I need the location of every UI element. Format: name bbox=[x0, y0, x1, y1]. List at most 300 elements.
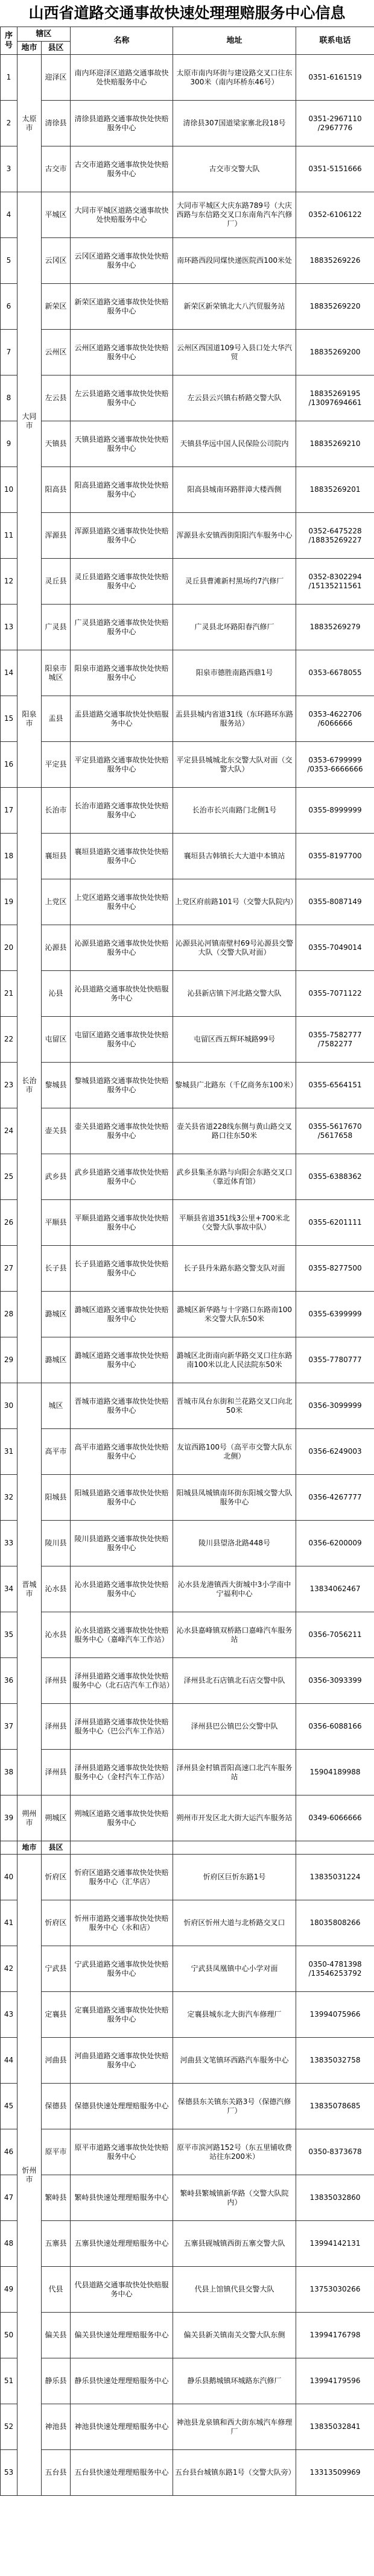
center-name: 壶关县道路交通事故快处快赔服务中心 bbox=[71, 1108, 173, 1154]
row-number: 53 bbox=[1, 2450, 17, 2496]
center-name: 定襄县道路交通事故快处快赔服务中心 bbox=[71, 1992, 173, 2038]
row-number: 37 bbox=[1, 1704, 17, 1750]
row-number: 41 bbox=[1, 1900, 17, 1946]
repeated-header-row bbox=[1, 1841, 374, 1855]
row-number: 42 bbox=[1, 1946, 17, 1992]
row-number: 32 bbox=[1, 1475, 17, 1521]
center-phone: 0352-6475228 /18835269227 bbox=[296, 513, 374, 559]
row-number: 30 bbox=[1, 1383, 17, 1429]
center-phone: 0355-6388362 bbox=[296, 1154, 374, 1200]
center-address: 定襄县城东北大街汽车修理厂 bbox=[173, 1992, 296, 2038]
center-address: 友谊西路100号（高平市交警大队东北侧） bbox=[173, 1429, 296, 1475]
center-address: 宁武县凤凰镇中心小学对面 bbox=[173, 1946, 296, 1992]
row-number: 1 bbox=[1, 55, 17, 101]
header-jurisdiction: 辖区 bbox=[17, 27, 71, 42]
table-row bbox=[1, 1992, 374, 2038]
center-address: 广灵县北环路阳春汽修厂 bbox=[173, 605, 296, 650]
center-name: 沁水县道路交通事故快处快赔服务中心 bbox=[71, 1566, 173, 1612]
center-phone: 0355-7071122 bbox=[296, 971, 374, 1017]
county-cell: 新荣区 bbox=[42, 284, 71, 330]
city-cell: 晋城市 bbox=[17, 1383, 42, 1795]
center-address: 沁源县沁河镇南壁村69号沁源县交警大队（交警大队对面） bbox=[173, 925, 296, 971]
center-name: 左云县道路交通事故快处快赔服务中心 bbox=[71, 375, 173, 421]
center-address: 壶关县省道228线东侧与黄山路交叉路口往东50米 bbox=[173, 1108, 296, 1154]
county-cell: 阳城县 bbox=[42, 1475, 71, 1521]
county-cell: 襄垣县 bbox=[42, 834, 71, 879]
center-phone: 13994179596 bbox=[296, 2358, 374, 2404]
center-address: 新荣区新荣镇北大八汽贸服务站 bbox=[173, 284, 296, 330]
center-name: 屯留区道路交通事故快处快赔服务中心 bbox=[71, 1017, 173, 1063]
county-cell: 广灵县 bbox=[42, 605, 71, 650]
center-address: 泽州县金村镇晋阳高速口北汽车服务站 bbox=[173, 1750, 296, 1795]
table-row bbox=[1, 1108, 374, 1154]
row-number: 49 bbox=[1, 2267, 17, 2313]
center-name: 阳泉市道路交通事故快处快赔服务中心 bbox=[71, 650, 173, 696]
center-address: 天镇县华远中国人民保险公司院内 bbox=[173, 421, 296, 467]
row-number: 23 bbox=[1, 1063, 17, 1108]
center-name: 南内环迎泽区道路交通事故快处快赔服务中心 bbox=[71, 55, 173, 101]
header-row bbox=[1, 27, 374, 42]
row-number: 22 bbox=[1, 1017, 17, 1063]
center-address: 阳泉市德胜南路西鼎1号 bbox=[173, 650, 296, 696]
table-row bbox=[1, 925, 374, 971]
city-cell: 长治市 bbox=[17, 788, 42, 1383]
table-row bbox=[1, 879, 374, 925]
table-row bbox=[1, 101, 374, 146]
center-phone: 0351-5151666 bbox=[296, 146, 374, 192]
table-row bbox=[1, 1063, 374, 1108]
county-cell: 忻府区 bbox=[42, 1900, 71, 1946]
page-title: 山西省道路交通事故快速处理理赔服务中心信息 bbox=[28, 4, 346, 22]
table-row bbox=[1, 2267, 374, 2313]
center-name: 天镇县道路交通事故快处快赔服务中心 bbox=[71, 421, 173, 467]
table-row bbox=[1, 834, 374, 879]
repeated-header-city: 地市 bbox=[17, 1841, 42, 1855]
center-phone: 18835269210 bbox=[296, 421, 374, 467]
row-number: 19 bbox=[1, 879, 17, 925]
center-name: 广灵县道路交通事故快处快赔服务中心 bbox=[71, 605, 173, 650]
center-address: 朔州市开发区北大街大运汽车服务站 bbox=[173, 1795, 296, 1841]
county-cell: 清徐县 bbox=[42, 101, 71, 146]
center-phone: 18835269195 /13097694661 bbox=[296, 375, 374, 421]
center-address: 太原市南内环街与建设路交叉口往东300米（南内环桥东46号） bbox=[173, 55, 296, 101]
county-cell: 五寨县 bbox=[42, 2221, 71, 2267]
center-phone: 0351-6161519 bbox=[296, 55, 374, 101]
center-name: 新荣区道路交通事故快处快赔服务中心 bbox=[71, 284, 173, 330]
table-row bbox=[1, 971, 374, 1017]
city-cell: 太原市 bbox=[17, 55, 42, 192]
center-phone: 0356-7056211 bbox=[296, 1612, 374, 1658]
center-name: 泽州县道路交通事故快处快赔服务中心（巴公汽车工作站） bbox=[71, 1704, 173, 1750]
row-number: 10 bbox=[1, 467, 17, 513]
row-number: 25 bbox=[1, 1154, 17, 1200]
center-address: 泽州县北石店镇北石店交警中队 bbox=[173, 1658, 296, 1704]
header-address: 地址 bbox=[173, 27, 296, 55]
center-name: 武乡县道路交通事故快处快赔服务中心 bbox=[71, 1154, 173, 1200]
center-name: 静乐县快速处理理赔服务中心 bbox=[71, 2358, 173, 2404]
county-cell: 陵川县 bbox=[42, 1521, 71, 1566]
center-name: 偏关县快速处理理赔服务中心 bbox=[71, 2313, 173, 2358]
center-name: 大同市平城区道路交通事故快处快赔服务中心 bbox=[71, 192, 173, 238]
center-address: 屯留区西五辉环城路99号 bbox=[173, 1017, 296, 1063]
center-name: 泽州县道路交通事故快处快赔服务中心（北石店汽车工作站） bbox=[71, 1658, 173, 1704]
row-number: 18 bbox=[1, 834, 17, 879]
center-name: 长子县道路交通事故快处快赔服务中心 bbox=[71, 1246, 173, 1292]
center-address: 潞城区新华路与十字路口东路南100米交警大队东50米 bbox=[173, 1292, 296, 1337]
table-row bbox=[1, 1017, 374, 1063]
row-number: 3 bbox=[1, 146, 17, 192]
center-address: 阳城县凤城镇南环街东阳城交警大队服务中心 bbox=[173, 1475, 296, 1521]
center-phone: 0355-6201111 bbox=[296, 1200, 374, 1246]
county-cell: 壶关县 bbox=[42, 1108, 71, 1154]
center-name: 陵川县道路交通事故快处快赔服务中心 bbox=[71, 1521, 173, 1566]
center-name: 古交市道路交通事故快处快赔服务中心 bbox=[71, 146, 173, 192]
row-number: 17 bbox=[1, 788, 17, 834]
table-row bbox=[1, 650, 374, 696]
center-address: 河曲县文笔镇环西路汽车服务中心 bbox=[173, 2038, 296, 2084]
table-row bbox=[1, 513, 374, 559]
center-name: 平顺县道路交通事故快处快赔服务中心 bbox=[71, 1200, 173, 1246]
city-cell: 大同市 bbox=[17, 192, 42, 650]
center-name: 原平市道路交通事故快处快赔服务中心 bbox=[71, 2129, 173, 2175]
county-cell: 阳泉市城区 bbox=[42, 650, 71, 696]
center-phone: 18035808266 bbox=[296, 1900, 374, 1946]
center-address: 繁峙县繁城镇新华路（交警大队院内） bbox=[173, 2175, 296, 2221]
center-name: 黎城县道路交通事故快处快赔服务中心 bbox=[71, 1063, 173, 1108]
center-phone: 13753030266 bbox=[296, 2267, 374, 2313]
row-number: 39 bbox=[1, 1795, 17, 1841]
center-address: 大同市平城区大庆东路789号（大庆西路与东信路交叉口东南角汽车汽修厂） bbox=[173, 192, 296, 238]
table-row bbox=[1, 1521, 374, 1566]
county-cell: 代县 bbox=[42, 2267, 71, 2313]
center-address: 浑源县永安镇西街阳阳汽车服务中心 bbox=[173, 513, 296, 559]
row-number: 15 bbox=[1, 696, 17, 742]
center-address: 武乡县集圣东路与向阳会东路交叉口（靠近体育馆） bbox=[173, 1154, 296, 1200]
center-address: 忻府区巨忻东路1号 bbox=[173, 1855, 296, 1900]
county-cell: 云州区 bbox=[42, 330, 71, 375]
county-cell: 黎城县 bbox=[42, 1063, 71, 1108]
row-number: 20 bbox=[1, 925, 17, 971]
table-row bbox=[1, 1292, 374, 1337]
service-center-table bbox=[0, 27, 374, 2496]
center-phone: 13994176798 bbox=[296, 2313, 374, 2358]
center-name: 高平市道路交通事故快处快赔服务中心 bbox=[71, 1429, 173, 1475]
county-cell: 盂县 bbox=[42, 696, 71, 742]
table-row bbox=[1, 1246, 374, 1292]
center-phone: 13835032860 bbox=[296, 2175, 374, 2221]
header-county: 县区 bbox=[42, 42, 71, 55]
county-cell: 沁水县 bbox=[42, 1566, 71, 1612]
table-row bbox=[1, 1154, 374, 1200]
center-name: 繁峙县快速处理理赔服务中心 bbox=[71, 2175, 173, 2221]
county-cell: 迎泽区 bbox=[42, 55, 71, 101]
center-phone: 18835269201 bbox=[296, 467, 374, 513]
center-phone: 0355-8277500 bbox=[296, 1246, 374, 1292]
center-address: 灵丘县曹滩新村黑场约7汽修厂 bbox=[173, 559, 296, 605]
center-phone: 0355-8087149 bbox=[296, 879, 374, 925]
row-number: 8 bbox=[1, 375, 17, 421]
center-address: 阳高县城南环路胖漳大楼西侧 bbox=[173, 467, 296, 513]
table-row bbox=[1, 375, 374, 421]
row-number: 34 bbox=[1, 1566, 17, 1612]
table-row bbox=[1, 284, 374, 330]
county-cell: 云冈区 bbox=[42, 238, 71, 284]
county-cell: 武乡县 bbox=[42, 1154, 71, 1200]
center-phone: 0355-6564151 bbox=[296, 1063, 374, 1108]
row-number: 43 bbox=[1, 1992, 17, 2038]
center-name: 阳高县道路交通事故快处快赔服务中心 bbox=[71, 467, 173, 513]
row-number: 13 bbox=[1, 605, 17, 650]
center-phone: 13835032841 bbox=[296, 2404, 374, 2450]
city-cell: 朔州市 bbox=[17, 1795, 42, 1841]
center-address: 长治市长兴南路门北侧1号 bbox=[173, 788, 296, 834]
center-phone: 0353-6678055 bbox=[296, 650, 374, 696]
center-phone: 0352-8302294 /15135211561 bbox=[296, 559, 374, 605]
center-address: 上党区府前路101号（交警大队院内） bbox=[173, 879, 296, 925]
repeated-header-blank bbox=[71, 1841, 173, 1855]
row-number: 38 bbox=[1, 1750, 17, 1795]
table-row bbox=[1, 1658, 374, 1704]
center-name: 云州区道路交通事故快处快赔服务中心 bbox=[71, 330, 173, 375]
table-row bbox=[1, 2038, 374, 2084]
table-row bbox=[1, 421, 374, 467]
table-row bbox=[1, 2084, 374, 2129]
county-cell: 繁峙县 bbox=[42, 2175, 71, 2221]
county-cell: 忻府区 bbox=[42, 1855, 71, 1900]
center-phone: 18835269279 bbox=[296, 605, 374, 650]
table-row bbox=[1, 2358, 374, 2404]
center-name: 五寨县快速处理理赔服务中心 bbox=[71, 2221, 173, 2267]
center-name: 上党区道路交通事故快处快赔服务中心 bbox=[71, 879, 173, 925]
center-phone: 18835269200 bbox=[296, 330, 374, 375]
center-name: 晋城市道路交通事故快处快赔服务中心 bbox=[71, 1383, 173, 1429]
row-number: 48 bbox=[1, 2221, 17, 2267]
center-name: 河曲县道路交通事故快处快赔服务中心 bbox=[71, 2038, 173, 2084]
county-cell: 潞城区 bbox=[42, 1337, 71, 1383]
row-number: 50 bbox=[1, 2313, 17, 2358]
table-row bbox=[1, 146, 374, 192]
table-row bbox=[1, 1795, 374, 1841]
center-phone: 0356-6249003 bbox=[296, 1429, 374, 1475]
repeated-header-blank bbox=[1, 1841, 17, 1855]
row-number: 40 bbox=[1, 1855, 17, 1900]
center-phone: 0356-3099999 bbox=[296, 1383, 374, 1429]
center-name: 潞城区道路交通事故快处快赔服务中心 bbox=[71, 1292, 173, 1337]
county-cell: 上党区 bbox=[42, 879, 71, 925]
header-no: 序号 bbox=[1, 27, 17, 55]
row-number: 16 bbox=[1, 742, 17, 788]
row-number: 7 bbox=[1, 330, 17, 375]
repeated-header-blank bbox=[173, 1841, 296, 1855]
center-name: 保德县快速处理理赔服务中心 bbox=[71, 2084, 173, 2129]
center-phone: 13313509969 bbox=[296, 2450, 374, 2496]
center-phone: 0350-4781398 /13546253792 bbox=[296, 1946, 374, 1992]
center-address: 古交市交警大队 bbox=[173, 146, 296, 192]
row-number: 47 bbox=[1, 2175, 17, 2221]
county-cell: 平城区 bbox=[42, 192, 71, 238]
header-phone: 联系电话 bbox=[296, 27, 374, 55]
county-cell: 宁武县 bbox=[42, 1946, 71, 1992]
center-address: 平定县县城城北东交警大队对面（交警大队） bbox=[173, 742, 296, 788]
county-cell: 屯留区 bbox=[42, 1017, 71, 1063]
center-name: 忻州市道路交通事故快处快赔服务中心（永和店） bbox=[71, 1900, 173, 1946]
center-name: 宁武县道路交通事故快处快赔服务中心 bbox=[71, 1946, 173, 1992]
county-cell: 天镇县 bbox=[42, 421, 71, 467]
table-row bbox=[1, 1855, 374, 1900]
center-address: 忻府区忻州大道与北桥路交叉口 bbox=[173, 1900, 296, 1946]
center-phone: 0351-2967110 /2967776 bbox=[296, 101, 374, 146]
center-phone: 0355-5617670 /5617658 bbox=[296, 1108, 374, 1154]
table-row bbox=[1, 742, 374, 788]
row-number: 27 bbox=[1, 1246, 17, 1292]
county-cell: 原平市 bbox=[42, 2129, 71, 2175]
table-row bbox=[1, 2175, 374, 2221]
center-phone: 0352-6106122 bbox=[296, 192, 374, 238]
city-cell: 忻州市 bbox=[17, 1855, 42, 2496]
center-address: 潞城区北街南向新华路交叉口往东路南100米以北人民法院东50米 bbox=[173, 1337, 296, 1383]
center-address: 长子县丹朱路东路交警支队对面 bbox=[173, 1246, 296, 1292]
center-address: 平顺县省道351线3公里+700米北（交警大队事故中队） bbox=[173, 1200, 296, 1246]
county-cell: 浑源县 bbox=[42, 513, 71, 559]
center-address: 清徐县307国道梁家寨北段18号 bbox=[173, 101, 296, 146]
county-cell: 城区 bbox=[42, 1383, 71, 1429]
county-cell: 偏关县 bbox=[42, 2313, 71, 2358]
county-cell: 沁水县 bbox=[42, 1612, 71, 1658]
center-address: 泽州县巴公镇巴公交警中队 bbox=[173, 1704, 296, 1750]
table-row bbox=[1, 1337, 374, 1383]
row-number: 9 bbox=[1, 421, 17, 467]
center-name: 阳城县道路交通事故快处快赔服务中心 bbox=[71, 1475, 173, 1521]
center-address: 云州区西国道109号入县口处大华汽贸 bbox=[173, 330, 296, 375]
row-number: 33 bbox=[1, 1521, 17, 1566]
center-phone: 13994142131 bbox=[296, 2221, 374, 2267]
row-number: 21 bbox=[1, 971, 17, 1017]
center-phone: 13834062467 bbox=[296, 1566, 374, 1612]
table-row bbox=[1, 605, 374, 650]
center-name: 襄垣县道路交通事故快处快赔服务中心 bbox=[71, 834, 173, 879]
center-phone: 0350-8373678 bbox=[296, 2129, 374, 2175]
center-phone: 15904189988 bbox=[296, 1750, 374, 1795]
table-row bbox=[1, 1383, 374, 1429]
center-phone: 0355-8999999 bbox=[296, 788, 374, 834]
row-number: 14 bbox=[1, 650, 17, 696]
repeated-header-county: 县区 bbox=[42, 1841, 71, 1855]
table-row bbox=[1, 788, 374, 834]
county-cell: 平顺县 bbox=[42, 1200, 71, 1246]
county-cell: 高平市 bbox=[42, 1429, 71, 1475]
table-row bbox=[1, 1612, 374, 1658]
center-address: 襄垣县古韩镇长大大道中本镇站 bbox=[173, 834, 296, 879]
center-address: 偏关县新关镇南关交警大队东侧 bbox=[173, 2313, 296, 2358]
center-name: 五台县快速处理理赔服务中心 bbox=[71, 2450, 173, 2496]
center-address: 沁水县嘉峰镇双桥路口嘉峰汽车服务站 bbox=[173, 1612, 296, 1658]
table-row bbox=[1, 2404, 374, 2450]
center-phone: 13835032758 bbox=[296, 2038, 374, 2084]
center-name: 神池县快速处理理赔服务中心 bbox=[71, 2404, 173, 2450]
repeated-header-blank bbox=[296, 1841, 374, 1855]
row-number: 11 bbox=[1, 513, 17, 559]
center-address: 代县上馆镇代县交警大队 bbox=[173, 2267, 296, 2313]
center-name: 朔城区道路交通事故快处快赔服务中心 bbox=[71, 1795, 173, 1841]
header-name: 名称 bbox=[71, 27, 173, 55]
center-phone: 0356-3093399 bbox=[296, 1658, 374, 1704]
center-phone: 0355-8197700 bbox=[296, 834, 374, 879]
city-cell: 阳泉市 bbox=[17, 650, 42, 788]
center-phone: 13835078685 bbox=[296, 2084, 374, 2129]
center-name: 盂县道路交通事故快处快赔服务中心 bbox=[71, 696, 173, 742]
table-row bbox=[1, 330, 374, 375]
county-cell: 神池县 bbox=[42, 2404, 71, 2450]
center-phone: 0353-4622706 /6066666 bbox=[296, 696, 374, 742]
table-row bbox=[1, 2450, 374, 2496]
county-cell: 定襄县 bbox=[42, 1992, 71, 2038]
header-city: 地市 bbox=[17, 42, 42, 55]
row-number: 35 bbox=[1, 1612, 17, 1658]
county-cell: 五台县 bbox=[42, 2450, 71, 2496]
center-name: 沁县道路交通事故快处快赔服务中心 bbox=[71, 971, 173, 1017]
center-name: 潞城区道路交通事故快处快赔服务中心 bbox=[71, 1337, 173, 1383]
row-number: 45 bbox=[1, 2084, 17, 2129]
county-cell: 平定县 bbox=[42, 742, 71, 788]
center-address: 五寨县砚城镇西街五寨交警大队 bbox=[173, 2221, 296, 2267]
center-name: 沁水县道路交通事故快处快赔服务中心（嘉峰汽车工作站） bbox=[71, 1612, 173, 1658]
table-row bbox=[1, 1704, 374, 1750]
row-number: 2 bbox=[1, 101, 17, 146]
county-cell: 河曲县 bbox=[42, 2038, 71, 2084]
table-row bbox=[1, 559, 374, 605]
center-name: 泽州县道路交通事故快处快赔服务中心（金村汽车工作站） bbox=[71, 1750, 173, 1795]
row-number: 28 bbox=[1, 1292, 17, 1337]
row-number: 46 bbox=[1, 2129, 17, 2175]
table-row bbox=[1, 55, 374, 101]
center-name: 浑源县道路交通事故快处快赔服务中心 bbox=[71, 513, 173, 559]
row-number: 4 bbox=[1, 192, 17, 238]
table-row bbox=[1, 2221, 374, 2267]
table-row bbox=[1, 1475, 374, 1521]
center-phone: 0355-7780777 bbox=[296, 1337, 374, 1383]
center-phone: 13994075966 bbox=[296, 1992, 374, 2038]
center-address: 左云县云兴镇右桥路交警大队 bbox=[173, 375, 296, 421]
center-phone: 0353-6799999 /0353-6666666 bbox=[296, 742, 374, 788]
row-number: 44 bbox=[1, 2038, 17, 2084]
table-row bbox=[1, 1946, 374, 1992]
table-row bbox=[1, 192, 374, 238]
county-cell: 潞城区 bbox=[42, 1292, 71, 1337]
center-address: 静乐县鹅城镇环城路东汽修厂 bbox=[173, 2358, 296, 2404]
center-phone: 0355-7049014 bbox=[296, 925, 374, 971]
center-name: 长治市道路交通事故快处快赔服务中心 bbox=[71, 788, 173, 834]
county-cell: 长治市 bbox=[42, 788, 71, 834]
table-row bbox=[1, 238, 374, 284]
center-address: 沁县新店镇下河北路交警大队 bbox=[173, 971, 296, 1017]
center-name: 沁源县道路交通事故快处快赔服务中心 bbox=[71, 925, 173, 971]
row-number: 12 bbox=[1, 559, 17, 605]
county-cell: 保德县 bbox=[42, 2084, 71, 2129]
center-phone: 13835031224 bbox=[296, 1855, 374, 1900]
center-phone: 0355-6399999 bbox=[296, 1292, 374, 1337]
center-address: 南环路西段同煤快递医院西100米处 bbox=[173, 238, 296, 284]
table-row bbox=[1, 1750, 374, 1795]
table-header bbox=[1, 27, 374, 55]
center-name: 代县道路交通事故快处快赔服务中心 bbox=[71, 2267, 173, 2313]
row-number: 29 bbox=[1, 1337, 17, 1383]
row-number: 31 bbox=[1, 1429, 17, 1475]
county-cell: 静乐县 bbox=[42, 2358, 71, 2404]
table-row bbox=[1, 1200, 374, 1246]
center-phone: 18835269226 bbox=[296, 238, 374, 284]
county-cell: 泽州县 bbox=[42, 1658, 71, 1704]
center-name: 灵丘县道路交通事故快处快赔服务中心 bbox=[71, 559, 173, 605]
